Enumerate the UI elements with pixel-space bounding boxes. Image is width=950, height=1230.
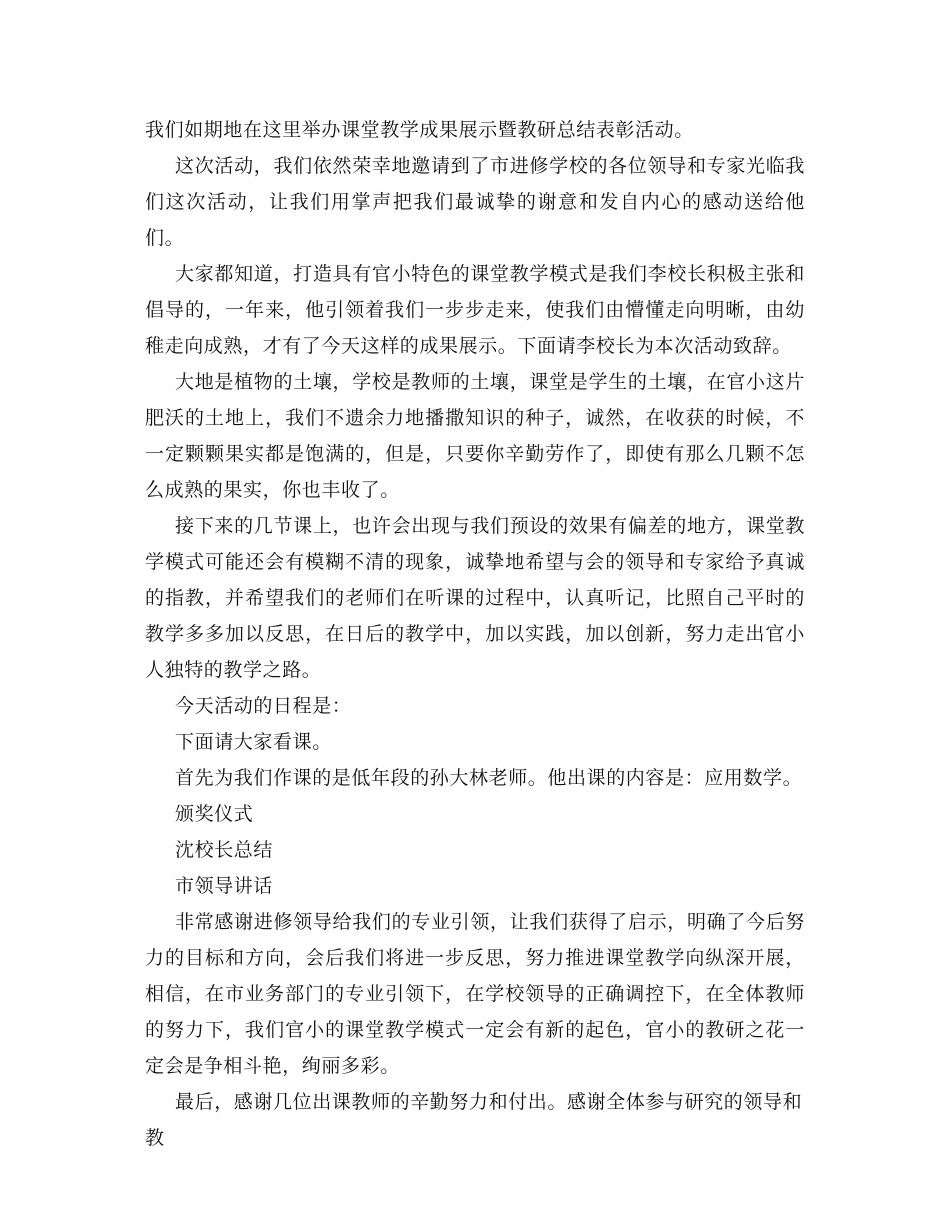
paragraph-upcoming-lessons: 接下来的几节课上，也许会出现与我们预设的效果有偏差的地方，课堂教学模式可能还会有模糊不清的现象，诚挚地希望与会的领导和专家给予真诚的指教，并希望我们的老师们在听课的过程中，认真听记，比照自己平时的教学多多加以反思，在日后的教学中，加以实践，加以创新，努力走出官小人独特的教学之路。 bbox=[145, 515, 805, 681]
paragraph-first-lesson: 首先为我们作课的是低年段的孙大林老师。他出课的内容是：应用数学。 bbox=[175, 767, 803, 789]
paragraph-opening: 我们如期地在这里举办课堂教学成果展示暨教研总结表彰活动。 bbox=[145, 119, 694, 141]
paragraph-final-thanks: 最后，感谢几位出课教师的辛勤努力和付出。感谢全体参与研究的领导和教 bbox=[145, 1091, 803, 1149]
paragraph-watch-lessons: 下面请大家看课。 bbox=[175, 731, 332, 753]
paragraph-principal-intro: 大家都知道，打造具有官小特色的课堂教学模式是我们李校长积极主张和倡导的，一年来，他引领着我们一步步走来，使我们由懵懂走向明晰，由幼稚走向成熟，才有了今天这样的成果展示。下面请李校长为本次活动致辞。 bbox=[145, 263, 805, 357]
paragraph-thanks-guidance: 非常感谢进修领导给我们的专业引领，让我们获得了启示，明确了今后努力的目标和方向，会后我们将进一步反思，努力推进课堂教学向纵深开展，相信，在市业务部门的专业引领下，在学校领导的正确调控下，在全体教师的努力下，我们官小的课堂教学模式一定会有新的起色，官小的教研之花一定会是争相斗艳，绚丽多彩。 bbox=[145, 911, 805, 1077]
paragraph-city-leader-speech: 市领导讲话 bbox=[175, 875, 274, 897]
paragraph-award-ceremony: 颁奖仪式 bbox=[175, 803, 254, 825]
paragraph-schedule-heading: 今天活动的日程是： bbox=[175, 695, 352, 717]
paragraph-soil-metaphor: 大地是植物的土壤，学校是教师的土壤，课堂是学生的土壤，在官小这片肥沃的土地上，我们不遗余力地播撒知识的种子，诚然，在收获的时候，不一定颗颗果实都是饱满的，但是，只要你辛勤劳作了，即使有那么几颗不怎么成熟的果实，你也丰收了。 bbox=[145, 371, 805, 501]
paragraph-welcome-guests: 这次活动，我们依然荣幸地邀请到了市进修学校的各位领导和专家光临我们这次活动，让我们用掌声把我们最诚挚的谢意和发自内心的感动送给他们。 bbox=[145, 155, 805, 249]
document-body bbox=[145, 112, 805, 1156]
paragraph-principal-summary: 沈校长总结 bbox=[175, 839, 274, 861]
